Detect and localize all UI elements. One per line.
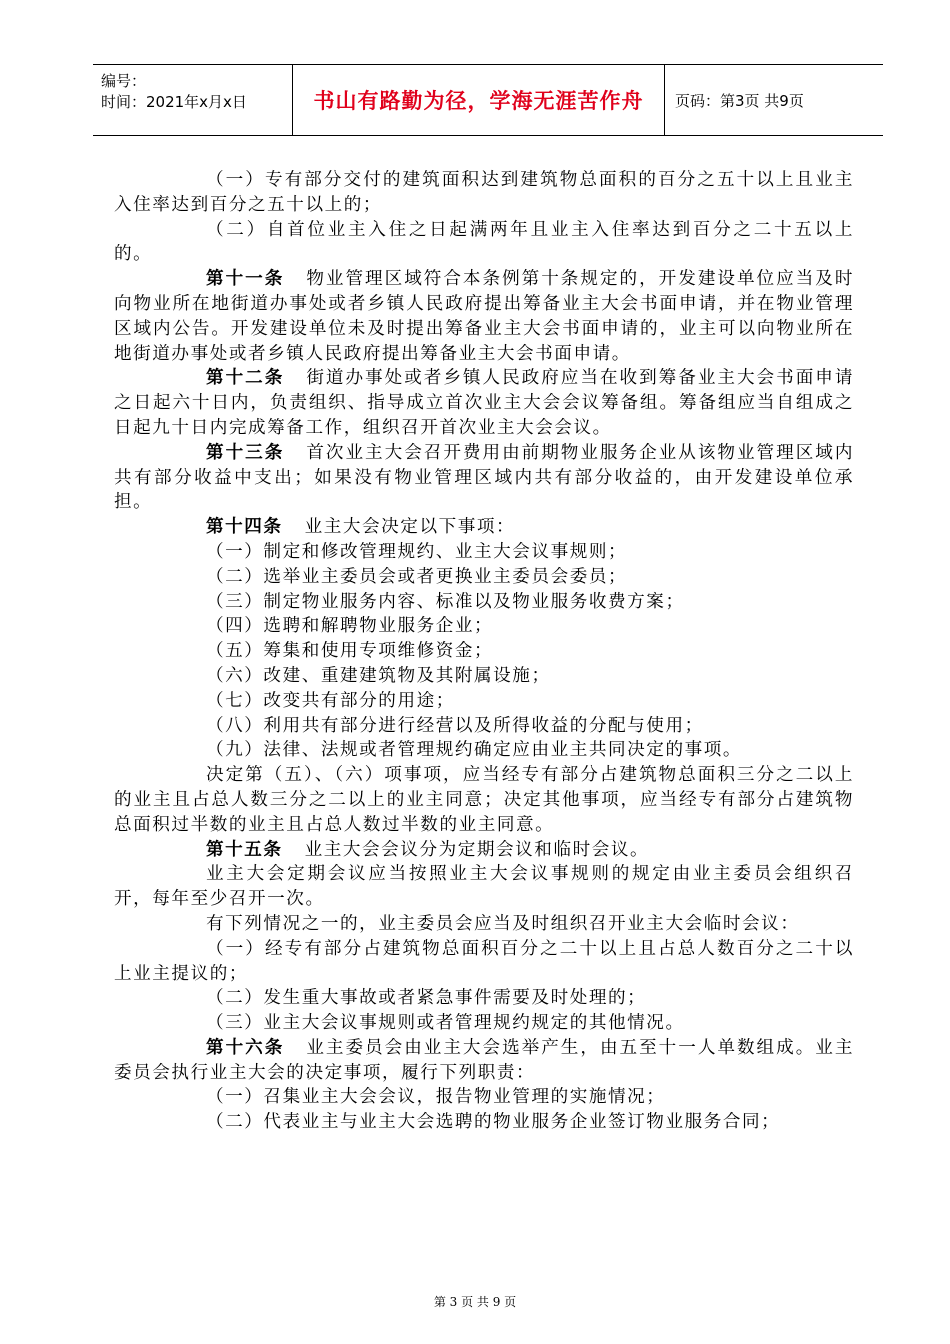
paragraph: 有下列情况之一的，业主委员会应当及时组织召开业主大会临时会议： [206, 913, 800, 934]
list-item: （二）选举业主委员会或者更换业主委员会委员； [206, 566, 628, 587]
header-meta [93, 65, 293, 135]
list-item: （一）制定和修改管理规约、业主大会议事规则； [206, 541, 628, 562]
article-number: 第十二条 [206, 368, 285, 389]
list-item: （六）改建、重建建筑物及其附属设施； [206, 665, 551, 686]
page-footer: 第 3 页 共 9 页 [433, 1295, 517, 1309]
list-item: （一）经专有部分占建筑物总面积百分之二十以上且占总人数百分之二十以上业主提议的； [114, 938, 854, 984]
time-label: 时间：2021年x月x日 [101, 93, 247, 111]
paragraph: 业主大会定期会议应当按照业主大会议事规则的规定由业主委员会组织召开，每年至少召开一次。 [114, 864, 854, 910]
list-item: （二）发生重大事故或者紧急事件需要及时处理的； [206, 988, 647, 1009]
list-item: （二）代表业主与业主大会选聘的物业服务企业签订物业服务合同； [206, 1112, 781, 1133]
article-16 [114, 1036, 854, 1086]
paragraph: （二）自首位业主入住之日起满两年且业主入住率达到百分之二十五以上的。 [114, 219, 854, 265]
number-label: 编号： [101, 72, 147, 90]
paragraph: 决定第（五）、（六）项事项，应当经专有部分占建筑物总面积三分之二以上的业主且占总人数三分之二以上的业主同意；决定其他事项，应当经专有部分占建筑物总面积过半数的业主且占总人数过半数的业主同意。 [114, 765, 854, 835]
article-14 [114, 515, 854, 540]
article-text: 业主委员会由业主大会选举产生，由五至十一人单数组成。业主委员会执行业主大会的决定事项，履行下列职责： [114, 1037, 855, 1083]
list-item: （五）筹集和使用专项维修资金； [206, 641, 494, 662]
list-item: （四）选聘和解聘物业服务企业； [206, 616, 494, 637]
article-12 [114, 366, 854, 440]
list-item: （三）业主大会议事规则或者管理规约规定的其他情况。 [206, 1013, 685, 1034]
article-text: 物业管理区域符合本条例第十条规定的，开发建设单位应当及时向物业所在地街道办事处或者乡镇人民政府提出筹备业主大会书面申请，并在物业管理区域内公告。开发建设单位未及时提出筹备业主大会书面申请的，业主可以向物业所在地街道办事处或者乡镇人民政府提出筹备业主大会书面申请。 [114, 269, 855, 364]
article-number: 第十六条 [206, 1037, 285, 1058]
list-item: （三）制定物业服务内容、标准以及物业服务收费方案； [206, 591, 685, 612]
header-page-label: 页码：第3页 共9页 [675, 91, 804, 110]
document-header [93, 64, 883, 136]
article-number: 第十三条 [206, 442, 285, 463]
list-item: （七）改变共有部分的用途； [206, 690, 455, 711]
header-motto: 书山有路勤为径，学海无涯苦作舟 [293, 65, 665, 135]
article-number: 第十四条 [206, 517, 283, 538]
article-text: 街道办事处或者乡镇人民政府应当在收到筹备业主大会书面申请之日起六十日内，负责组织、指导成立首次业主大会会议筹备组。筹备组应当自组成之日起九十日内完成筹备工作，组织召开首次业主大会会议。 [114, 368, 855, 438]
article-11 [114, 267, 854, 366]
article-text: 业主大会会议分为定期会议和临时会议。 [304, 839, 650, 860]
article-text: 首次业主大会召开费用由前期物业服务企业从该物业管理区域内共有部分收益中支出；如果没有物业管理区域内共有部分收益的，由开发建设单位承担。 [114, 442, 855, 513]
article-15 [114, 838, 854, 863]
document-body [114, 168, 854, 1135]
list-item: （八）利用共有部分进行经营以及所得收益的分配与使用； [206, 715, 704, 736]
article-number: 第十五条 [206, 839, 283, 860]
paragraph: （一）专有部分交付的建筑面积达到建筑物总面积的百分之五十以上且业主入住率达到百分之五十以上的； [114, 170, 854, 215]
article-number: 第十一条 [206, 269, 285, 290]
article-text: 业主大会决定以下事项： [304, 517, 516, 538]
article-13 [114, 441, 854, 515]
list-item: （九）法律、法规或者管理规约确定应由业主共同决定的事项。 [206, 740, 743, 761]
list-item: （一）召集业主大会会议，报告物业管理的实施情况； [206, 1087, 666, 1108]
